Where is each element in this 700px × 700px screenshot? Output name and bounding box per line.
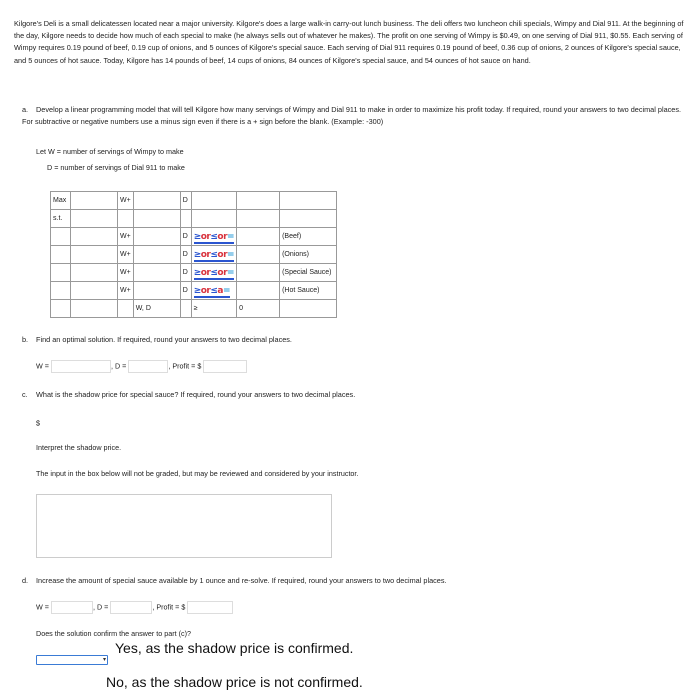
part-d-text: Increase the amount of special sauce available by 1 ounce and re-solve. If required, round your answers to two decimal places.: [36, 576, 447, 585]
part-d-answers: [36, 601, 233, 614]
st-label: s.t.: [51, 210, 71, 228]
interpretation-textarea[interactable]: [36, 494, 332, 558]
d-var: D: [180, 246, 191, 264]
b-profit-label: , Profit = $: [168, 361, 202, 371]
st-row: [51, 210, 337, 228]
special-sauce-rhs-input[interactable]: [237, 264, 280, 282]
interpret-label: Interpret the shadow price.: [36, 443, 122, 452]
d-profit-input[interactable]: [187, 601, 233, 614]
d-var: D: [180, 228, 191, 246]
w-var: W: [120, 197, 127, 204]
d-d-input[interactable]: [110, 601, 152, 614]
confirm-dropdown[interactable]: [36, 655, 108, 665]
hot-sauce-label: (Hot Sauce): [280, 282, 337, 300]
part-a: [22, 104, 686, 128]
max-label: Max: [51, 192, 71, 210]
hot-sauce-d-coef-input[interactable]: [133, 282, 180, 300]
instructor-note: The input in the box below will not be graded, but may be reviewed and considered by your instructor.: [36, 469, 359, 478]
onions-sign-dropdown[interactable]: ≥or≤or=: [191, 246, 236, 264]
onions-w-coef-input[interactable]: [71, 246, 118, 264]
part-b-text: Find an optimal solution. If required, round your answers to two decimal places.: [36, 335, 292, 344]
hot-sauce-w-coef-input[interactable]: [71, 282, 118, 300]
w-var: W: [120, 251, 127, 258]
w-var: W: [120, 287, 127, 294]
plus-sign: +: [126, 287, 131, 294]
hot-sauce-rhs-input[interactable]: [237, 282, 280, 300]
objective-d-coef-input[interactable]: [133, 192, 180, 210]
b-w-input[interactable]: [51, 360, 111, 373]
d-var: D: [180, 264, 191, 282]
special-sauce-w-coef-input[interactable]: [71, 264, 118, 282]
dropdown-option-no[interactable]: No, as the shadow price is not confirmed.: [106, 674, 363, 690]
nonnegativity-row: [51, 300, 337, 318]
definition-w: Let W = number of servings of Wimpy to make: [36, 147, 184, 156]
beef-sign-dropdown[interactable]: ≥or≤or=: [191, 228, 236, 246]
plus-sign: +: [126, 197, 131, 204]
special-sauce-sign-dropdown[interactable]: ≥or≤or=: [191, 264, 236, 282]
constraint-row-hot-sauce: [51, 282, 337, 300]
nonneg-zero: 0: [237, 300, 280, 318]
objective-row: [51, 192, 337, 210]
constraint-row-special-sauce: [51, 264, 337, 282]
onions-rhs-input[interactable]: [237, 246, 280, 264]
special-sauce-d-coef-input[interactable]: [133, 264, 180, 282]
part-b: [22, 334, 686, 346]
b-profit-input[interactable]: [203, 360, 247, 373]
problem-statement: Kilgore's Deli is a small delicatessen located near a major university. Kilgore's does a large walk-in carry-out lunch business. The deli offers two luncheon chili specials, Wimpy and Dial 911. At the beginning of the day, Kilgore needs to decide how much of each special to make (he always sells out of whatever he makes). The profit on one serving of Wimpy is $0.49, on one serving of Dial 911, $0.55. Each serving of Wimpy requires 0.19 pound of beef, 0.19 cup of onions, and 5 ounces of Kilgore's special sauce. Each serving of Dial 911 requires 0.19 pound of beef, 0.36 cup of onions, 2 ounces of Kilgore's special sauce, and 5 ounces of hot sauce. Today, Kilgore has 14 pounds of beef, 14 cups of onions, 84 ounces of Kilgore's special sauce, and 54 ounces of hot sauce on hand.: [14, 19, 684, 65]
chevron-down-icon: ▾: [102, 657, 106, 663]
part-a-label: a.: [22, 105, 29, 114]
special-sauce-label: (Special Sauce): [280, 264, 337, 282]
part-c: [22, 389, 686, 401]
hot-sauce-sign-dropdown[interactable]: ≥or≤a=: [191, 282, 236, 300]
c-dollar: $: [36, 418, 40, 428]
plus-sign: +: [126, 233, 131, 240]
onions-d-coef-input[interactable]: [133, 246, 180, 264]
part-b-label: b.: [22, 335, 29, 344]
part-c-text: What is the shadow price for special sauce? If required, round your answers to two decimal places.: [36, 390, 356, 399]
plus-sign: +: [126, 269, 131, 276]
part-b-answers: [36, 360, 247, 373]
d-var: D: [180, 282, 191, 300]
part-d: [22, 575, 686, 587]
objective-w-coef-input[interactable]: [71, 192, 118, 210]
beef-d-coef-input[interactable]: [133, 228, 180, 246]
confirm-question: Does the solution confirm the answer to part (c)?: [36, 629, 192, 638]
part-c-label: c.: [22, 390, 28, 399]
b-d-label: , D =: [110, 361, 127, 371]
shadow-price-input[interactable]: [42, 417, 90, 430]
w-var: W: [120, 269, 127, 276]
d-w-input[interactable]: [51, 601, 93, 614]
constraint-row-beef: [51, 228, 337, 246]
part-a-text: Develop a linear programming model that will tell Kilgore how many servings of Wimpy and Dial 911 to make in order to maximize his profit today. If required, round your answers to two decimal places. For subtractive or negative numbers use a minus sign even if there is a + sign before the blank. (Example: -300): [22, 105, 682, 126]
part-d-label: d.: [22, 576, 29, 585]
nonneg-vars: W, D: [133, 300, 180, 318]
beef-label: (Beef): [280, 228, 337, 246]
beef-rhs-input[interactable]: [237, 228, 280, 246]
definition-d: D = number of servings of Dial 911 to make: [47, 163, 185, 172]
d-var: D: [180, 192, 191, 210]
part-c-answer: [36, 417, 90, 430]
constraint-row-onions: [51, 246, 337, 264]
d-profit-label: , Profit = $: [152, 602, 186, 612]
b-w-label: W =: [36, 361, 49, 371]
d-d-label: , D =: [92, 602, 109, 612]
plus-sign: +: [126, 251, 131, 258]
d-w-label: W =: [36, 602, 49, 612]
lp-model-table: [50, 191, 337, 318]
nonneg-sign: ≥: [191, 300, 236, 318]
w-var: W: [120, 233, 127, 240]
dropdown-option-yes[interactable]: Yes, as the shadow price is confirmed.: [115, 640, 354, 656]
beef-w-coef-input[interactable]: [71, 228, 118, 246]
onions-label: (Onions): [280, 246, 337, 264]
b-d-input[interactable]: [128, 360, 168, 373]
